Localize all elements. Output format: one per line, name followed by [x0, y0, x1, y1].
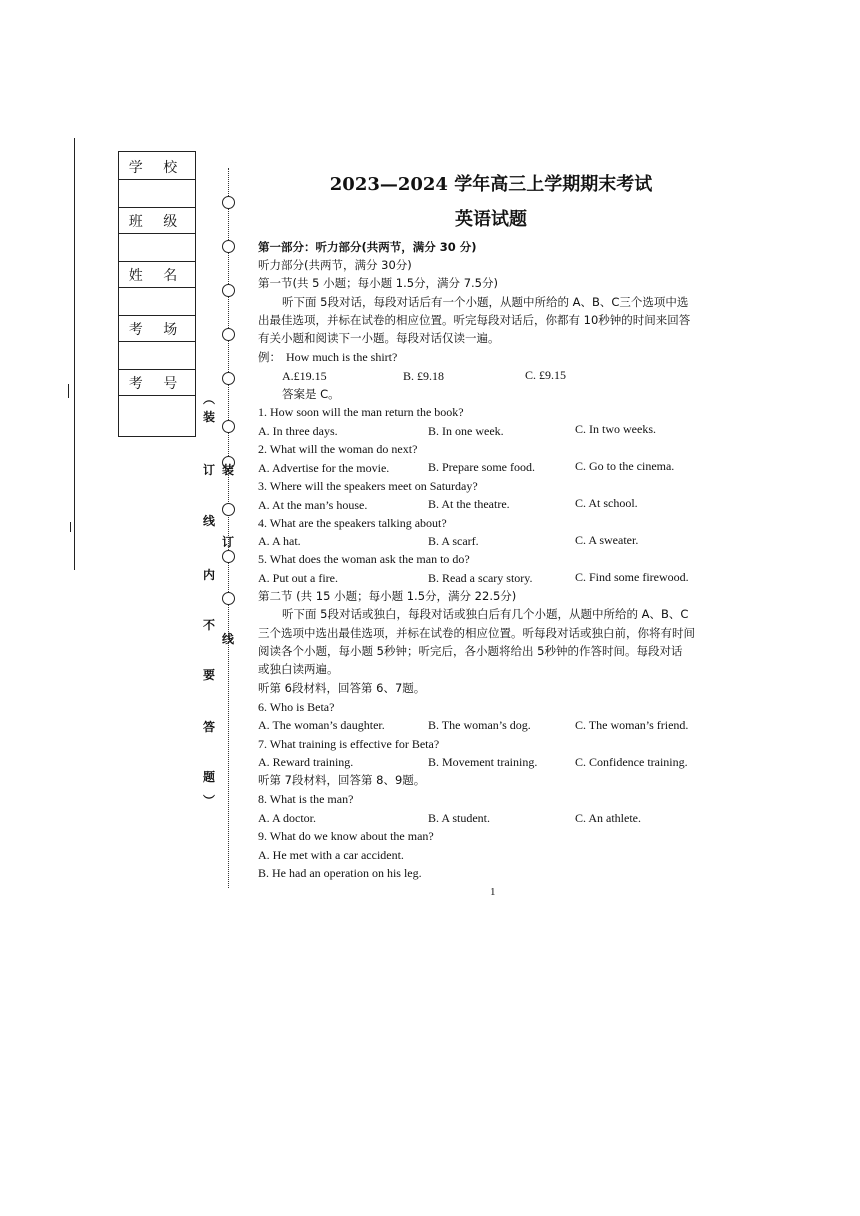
- section1-instruction-line: 有关小题和阅读下一小题。每段对话仅读一遍。: [258, 331, 500, 345]
- material-heading: 听第 7段材料，回答第 8、9题。: [258, 773, 426, 787]
- example-option: A.£19.15: [282, 369, 327, 383]
- section2-instruction-line: 听下面 5段对话或独白，每段对话或独白后有几个小题，从题中所给的 A、B、C: [282, 607, 689, 621]
- option: C. The woman’s friend.: [575, 718, 689, 732]
- option: C. An athlete.: [575, 811, 641, 825]
- option: B. He had an operation on his leg.: [258, 866, 422, 880]
- scan-edge-mark: [70, 522, 71, 532]
- binding-hole: [222, 503, 235, 516]
- binding-hole: [222, 284, 235, 297]
- binding-hole: [222, 592, 235, 605]
- section1-instruction-line: 听下面 5段对话，每段对话后有一个小题，从题中所给的 A、B、C三个选项中选: [282, 295, 689, 309]
- option: A. The woman’s daughter.: [258, 718, 385, 732]
- option: A. A hat.: [258, 534, 301, 548]
- option: C. Confidence training.: [575, 755, 688, 769]
- option: C. In two weeks.: [575, 422, 656, 436]
- option: B. The woman’s dog.: [428, 718, 531, 732]
- binding-char: 订: [202, 463, 215, 477]
- option: B. A student.: [428, 811, 491, 825]
- material-heading: 听第 6段材料，回答第 6、7题。: [258, 681, 426, 695]
- question: 3. Where will the speakers meet on Saturday?: [258, 479, 478, 493]
- question: 8. What is the man?: [258, 792, 354, 806]
- binding-hole: [222, 328, 235, 341]
- option: B. In one week.: [428, 424, 504, 438]
- exam-number-label: 考 号: [128, 376, 186, 392]
- option: B. Read a scary story.: [428, 571, 533, 585]
- option: A. In three days.: [258, 424, 338, 438]
- info-divider: [119, 261, 195, 262]
- exam-room-label: 考 场: [128, 322, 186, 338]
- option: A. A doctor.: [258, 811, 317, 825]
- binding-hole: [222, 420, 235, 433]
- binding-char: ︶: [202, 794, 215, 808]
- example-option: B. £9.18: [403, 369, 445, 383]
- option: A. Put out a fire.: [258, 571, 338, 585]
- exam-title: 2023—2024 学年高三上学期期末考试: [329, 174, 653, 195]
- section2-instruction-line: 三个选项中选出最佳选项，并标在试卷的相应位置。听每段对话或独白前，你将有时间: [258, 626, 695, 640]
- part1-heading: 第一部分：听力部分(共两节，满分 30 分): [258, 240, 477, 254]
- binding-char: 题: [202, 770, 215, 784]
- exam-subtitle: 英语试题: [455, 209, 527, 230]
- option: B. At the theatre.: [428, 497, 510, 511]
- binding-char: 订: [221, 535, 234, 549]
- binding-hole: [222, 240, 235, 253]
- scan-edge-line: [74, 138, 75, 570]
- option: A. At the man’s house.: [258, 498, 368, 512]
- binding-char: 内: [202, 568, 215, 582]
- info-divider: [119, 207, 195, 208]
- option: C. Go to the cinema.: [575, 459, 675, 473]
- school-label: 学 校: [128, 160, 186, 176]
- info-divider: [119, 233, 195, 234]
- question: 7. What training is effective for Beta?: [258, 737, 440, 751]
- section1-instruction-line: 出最佳选项，并标在试卷的相应位置。听完每段对话后，你都有 10秒钟的时间来回答: [258, 313, 691, 327]
- option: C. At school.: [575, 496, 638, 510]
- class-label: 班 级: [128, 214, 186, 230]
- binding-char: 不: [202, 618, 215, 632]
- binding-line: [228, 168, 229, 888]
- binding-char: 线: [202, 514, 215, 528]
- example-question: How much is the shirt?: [286, 350, 398, 364]
- binding-char: 装: [221, 463, 234, 477]
- binding-hole: [222, 550, 235, 563]
- option: B. Prepare some food.: [428, 460, 535, 474]
- question: 2. What will the woman do next?: [258, 442, 418, 456]
- option: A. Reward training.: [258, 755, 354, 769]
- info-divider: [119, 315, 195, 316]
- binding-char: 答: [202, 720, 215, 734]
- info-divider: [119, 179, 195, 180]
- page-number: 1: [490, 886, 496, 898]
- example-answer: 答案是 C。: [282, 387, 340, 401]
- section2-instruction-line: 或独白读两遍。: [258, 662, 339, 676]
- name-label: 姓 名: [128, 268, 186, 284]
- option: C. A sweater.: [575, 533, 639, 547]
- question: 4. What are the speakers talking about?: [258, 516, 447, 530]
- section2-instruction-line: 阅读各个小题，每小题 5秒钟；听完后，各小题将给出 5秒钟的作答时间。每段对话: [258, 644, 683, 658]
- question: 1. How soon will the man return the book?: [258, 405, 464, 419]
- binding-char: 要: [202, 668, 215, 682]
- example-option: C. £9.15: [525, 368, 567, 382]
- section2-heading: 第二节 (共 15 小题；每小题 1.5分，满分 22.5分): [258, 589, 517, 603]
- question: 5. What does the woman ask the man to do?: [258, 552, 470, 566]
- info-divider: [119, 369, 195, 370]
- binding-hole: [222, 372, 235, 385]
- binding-char: ︵: [202, 392, 215, 406]
- info-divider: [119, 341, 195, 342]
- part1-subheading: 听力部分(共两节，满分 30分): [258, 258, 412, 272]
- section1-heading: 第一节(共 5 小题；每小题 1.5分，满分 7.5分): [258, 276, 498, 290]
- question: 6. Who is Beta?: [258, 700, 335, 714]
- option: A. Advertise for the movie.: [258, 461, 390, 475]
- scan-edge-mark: [68, 384, 69, 398]
- info-divider: [119, 395, 195, 396]
- binding-hole: [222, 196, 235, 209]
- option: A. He met with a car accident.: [258, 848, 404, 862]
- option: B. Movement training.: [428, 755, 538, 769]
- option: B. A scarf.: [428, 534, 479, 548]
- info-divider: [119, 287, 195, 288]
- option: C. Find some firewood.: [575, 570, 689, 584]
- binding-char: 线: [221, 632, 234, 646]
- question: 9. What do we know about the man?: [258, 829, 434, 843]
- example-label: 例：: [258, 350, 281, 364]
- binding-char: 装: [202, 410, 215, 424]
- student-info-box: [118, 151, 196, 437]
